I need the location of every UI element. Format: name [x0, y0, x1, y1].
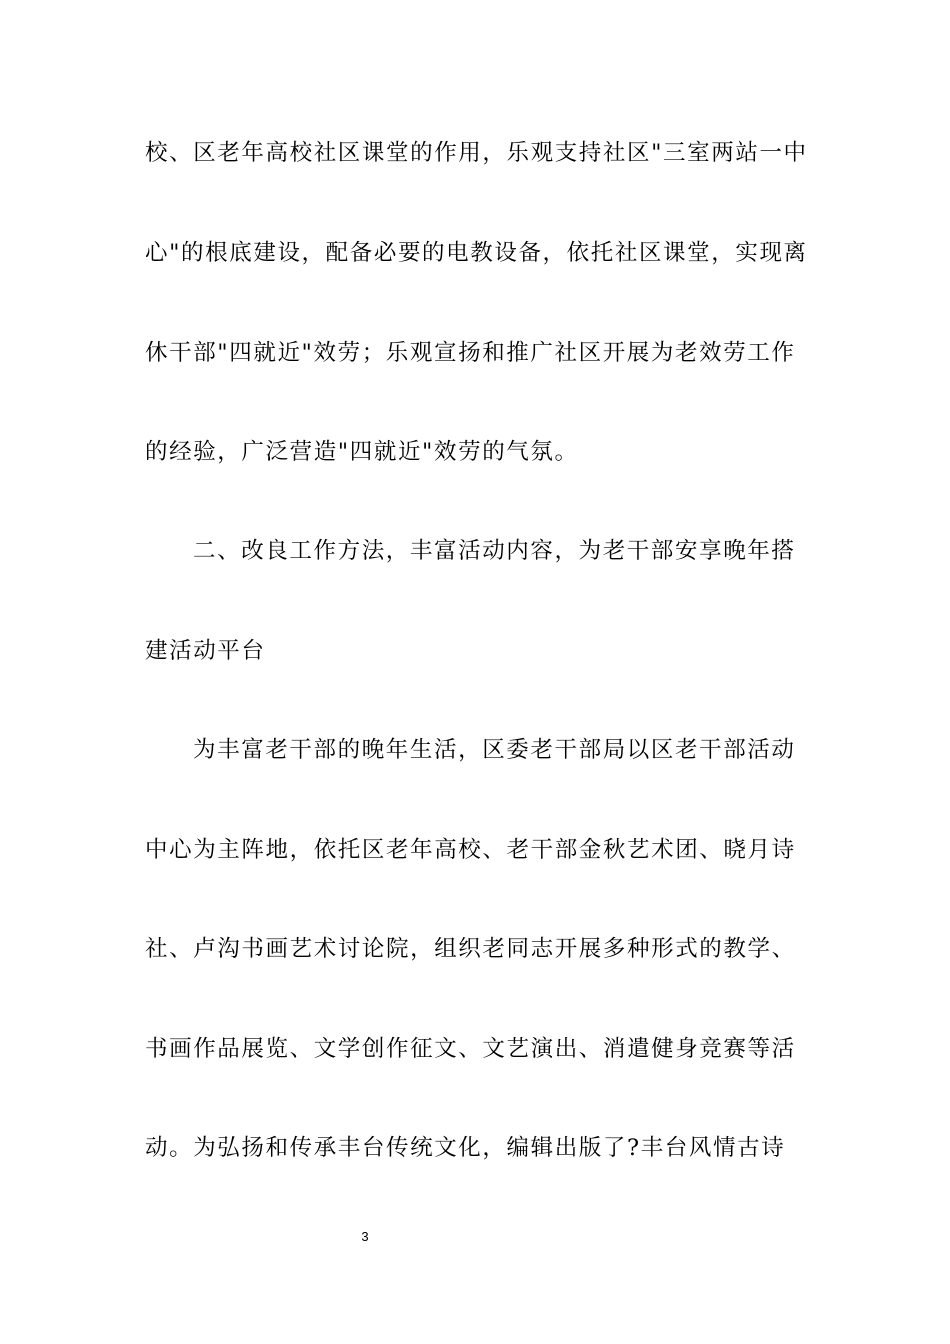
paragraph-line-6: 中心为主阵地，依托区老年高校、老干部金秋艺术团、晓月诗: [145, 837, 796, 863]
section-heading-line-1: 二、改良工作方法，丰富活动内容，为老干部安享晚年搭: [193, 538, 796, 564]
paragraph-line-8: 书画作品展览、文学创作征文、文艺演出、消遣健身竞赛等活: [145, 1036, 796, 1062]
paragraph-line-5: 为丰富老干部的晚年生活，区委老干部局以区老干部活动: [193, 737, 796, 763]
paragraph-line-1: 校、区老年高校社区课堂的作用，乐观支持社区"三室两站一中: [145, 140, 808, 166]
paragraph-line-3: 休干部"四就近"效劳；乐观宣扬和推广社区开展为老效劳工作: [145, 340, 796, 366]
section-heading-line-2: 建活动平台: [145, 638, 266, 664]
paragraph-line-4: 的经验，广泛营造"四就近"效劳的气氛。: [145, 439, 579, 465]
paragraph-line-7: 社、卢沟书画艺术讨论院，组织老同志开展多种形式的教学、: [145, 936, 796, 962]
page-number: 3: [361, 1229, 369, 1244]
paragraph-line-9: 动。为弘扬和传承丰台传统文化，编辑出版了?丰台风情古诗: [145, 1135, 786, 1161]
paragraph-line-2: 心"的根底建设，配备必要的电教设备，依托社区课堂，实现离: [145, 240, 808, 266]
